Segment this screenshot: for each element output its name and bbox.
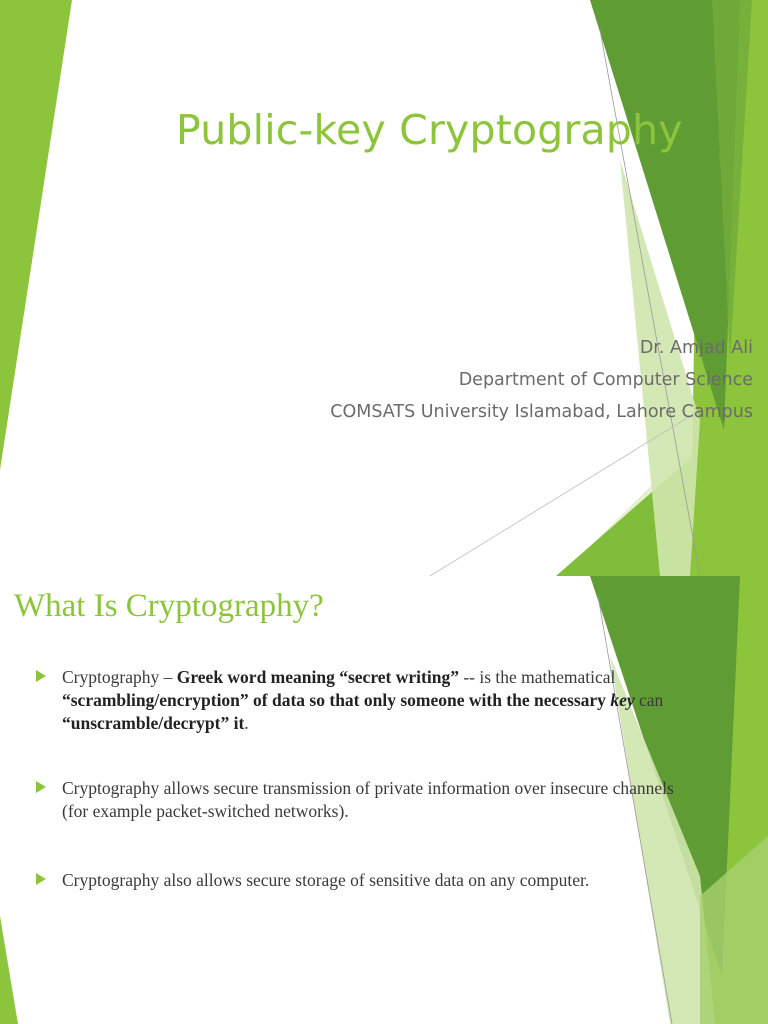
bullet-item (36, 666, 676, 735)
bullet-text: Cryptography – Greek word meaning “secret writing” -- is the mathematical “scrambling/encryption” of data so that only someone with the necessary key can “unscramble/decrypt” it. (62, 667, 664, 733)
department-name: Department of Computer Science (458, 370, 753, 390)
author-name: Dr. Amjad Ali (639, 338, 753, 358)
content-slide (0, 576, 768, 1024)
bullet-item (36, 869, 676, 892)
triangle-bullet-icon (36, 781, 46, 793)
presenter-info (330, 332, 753, 428)
bullet-text: Cryptography allows secure transmission of private information over insecure channels (for example packet-switched networks). (62, 778, 674, 821)
university-name: COMSATS University Islamabad, Lahore Campus (330, 402, 753, 422)
bullet-item (36, 777, 676, 823)
triangle-bullet-icon (36, 873, 46, 885)
slide-title: Public-key Cryptography (176, 106, 683, 154)
slide-title: What Is Cryptography? (14, 588, 324, 624)
triangle-bullet-icon (36, 670, 46, 682)
bullet-text: Cryptography also allows secure storage of sensitive data on any computer. (62, 870, 590, 890)
